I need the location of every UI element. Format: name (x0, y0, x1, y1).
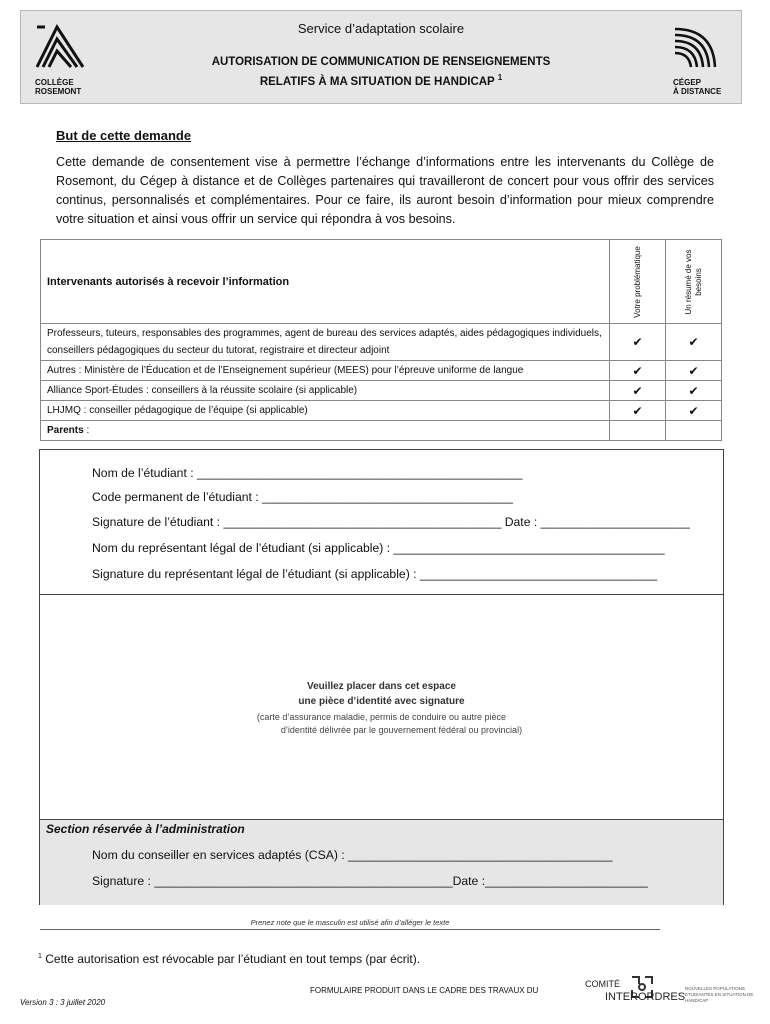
id-zone-note-line2: d’identité délivrée par le gouvernement fédéral ou provincial) (280, 725, 523, 735)
id-zone-note (40, 711, 723, 737)
footnote-text: Cette autorisation est révocable par l’étudiant en tout temps (par écrit). (41, 952, 421, 966)
footnote (38, 952, 420, 966)
checkmark-icon[interactable]: ✔ (666, 401, 722, 421)
rosemont-mark-icon (35, 23, 85, 69)
parents-row-label (41, 421, 610, 441)
cegep-a-distance-logo (673, 23, 743, 99)
authorized-recipients-table (40, 239, 722, 441)
signature-box (39, 449, 724, 905)
comite-name (585, 978, 685, 1004)
row-label: Professeurs, tuteurs, responsables des programmes, agent de bureau des services adaptés, aides pédagogiques individuels, conseillers pédagogiques du secteur du tutorat, registraire et directeur adjoint (41, 324, 610, 361)
admin-section (40, 820, 723, 905)
table-row (41, 401, 722, 421)
produced-by-text: FORMULAIRE PRODUIT DANS LE CADRE DES TRAVAUX DU (310, 986, 539, 995)
version-text: Version 3 : 3 juillet 2020 (20, 998, 106, 1007)
form-title-line1: AUTORISATION DE COMMUNICATION DE RENSEIGNEMENTS (211, 56, 551, 68)
column-header-problem (610, 240, 666, 324)
legal-rep-signature-field[interactable]: Signature du représentant légal de l’étudiant (si applicable) : ___________________________________ (92, 567, 658, 581)
column-header-problem-text: Votre problématique (632, 245, 642, 318)
footnote-mark: 1 (38, 953, 42, 960)
table-row (41, 381, 722, 401)
checkmark-icon[interactable]: ✔ (666, 324, 722, 361)
id-placement-zone[interactable] (40, 594, 723, 820)
service-title: Service d’adaptation scolaire (297, 21, 465, 36)
row-label: Autres : Ministère de l’Éducation et de l’Enseignement supérieur (MEES) pour l’épreuve uniforme de langue (41, 361, 610, 381)
student-fields (40, 450, 723, 595)
empty-checkbox-cell[interactable] (610, 421, 666, 441)
table-row (41, 361, 722, 381)
column-header-needs (666, 240, 722, 324)
purpose-heading: But de cette demande (56, 128, 192, 143)
table-header-row (41, 240, 722, 324)
purpose-text: Cette demande de consentement vise à permettre l’échange d’informations entre les intervenants du Collège de Rosemont, du Cégep à distance et de Collèges partenaires qui travailleront de concert pour vous offrir des services continus, personnalisés et complémentaires. Pour ce faire, ils auront besoin d’information pour mieux comprendre votre situation et ainsi vous offrir un service qui répondra à vos besoins. (56, 155, 714, 226)
logo-right-line2: À DISTANCE (673, 87, 722, 96)
legal-rep-name-field[interactable]: Nom du représentant légal de l’étudiant (si applicable) : ________________________________________ (92, 541, 665, 555)
form-title-line2: RELATIFS À MA SITUATION DE HANDICAP (259, 75, 495, 88)
id-zone-title (40, 679, 723, 709)
masculine-note: Prenez note que le masculin est utilisé afin d’alléger le texte (40, 918, 660, 930)
permanent-code-field[interactable]: Code permanent de l’étudiant : _____________________________________ (92, 490, 513, 504)
table-header-label: Intervenants autorisés à recevoir l’information (41, 240, 610, 324)
comite-line2: INTERORDRES (605, 991, 686, 1003)
form-header (20, 10, 742, 104)
logo-left-line1: COLLÈGE (35, 78, 74, 87)
id-zone-note-line1: (carte d’assurance maladie, permis de conduire ou autre pièce (256, 712, 507, 722)
cegep-mark-icon (673, 23, 719, 69)
id-zone-title-line2: une pièce d’identité avec signature (298, 696, 465, 707)
comite-line1: COMITÉ (585, 979, 620, 989)
student-signature-field[interactable]: Signature de l’étudiant : _________________________________________ Date : ______________________ (92, 515, 690, 529)
college-rosemont-logo (35, 23, 105, 99)
checkmark-icon[interactable]: ✔ (610, 361, 666, 381)
student-name-field[interactable]: Nom de l’étudiant : ________________________________________________ (92, 466, 523, 480)
header-center (121, 21, 641, 90)
admin-heading: Section réservée à l’administration (46, 822, 245, 836)
id-zone-title-line1: Veuillez placer dans cet espace (307, 681, 456, 692)
column-header-needs-text: Un résumé de vos besoins (683, 249, 703, 314)
parents-suffix: : (83, 425, 90, 436)
title-footnote-mark: 1 (497, 73, 503, 82)
checkmark-icon[interactable]: ✔ (610, 381, 666, 401)
row-label: LHJMQ : conseiller pédagogique de l’équipe (si applicable) (41, 401, 610, 421)
logo-left-line2: ROSEMONT (35, 87, 82, 96)
checkmark-icon[interactable]: ✔ (610, 324, 666, 361)
logo-right-line1: CÉGEP (673, 78, 702, 87)
table-row-parents (41, 421, 722, 441)
checkmark-icon[interactable]: ✔ (610, 401, 666, 421)
checkmark-icon[interactable]: ✔ (666, 361, 722, 381)
checkmark-icon[interactable]: ✔ (666, 381, 722, 401)
purpose-section (56, 128, 714, 229)
admin-signature-field[interactable]: Signature : ____________________________________________Date :________________________ (92, 874, 648, 888)
comite-interordres-logo (585, 974, 760, 1014)
empty-checkbox-cell[interactable] (666, 421, 722, 441)
comite-subtitle: NOUVELLES POPULATIONS ÉTUDIANTES EN SITUATION DE HANDICAP (685, 986, 754, 1003)
counselor-name-field[interactable]: Nom du conseiller en services adaptés (CSA) : _______________________________________ (92, 848, 613, 862)
table-row (41, 324, 722, 361)
form-title (121, 54, 641, 90)
row-label: Alliance Sport-Études : conseillers à la réussite scolaire (si applicable) (41, 381, 610, 401)
parents-label: Parents (47, 425, 84, 436)
